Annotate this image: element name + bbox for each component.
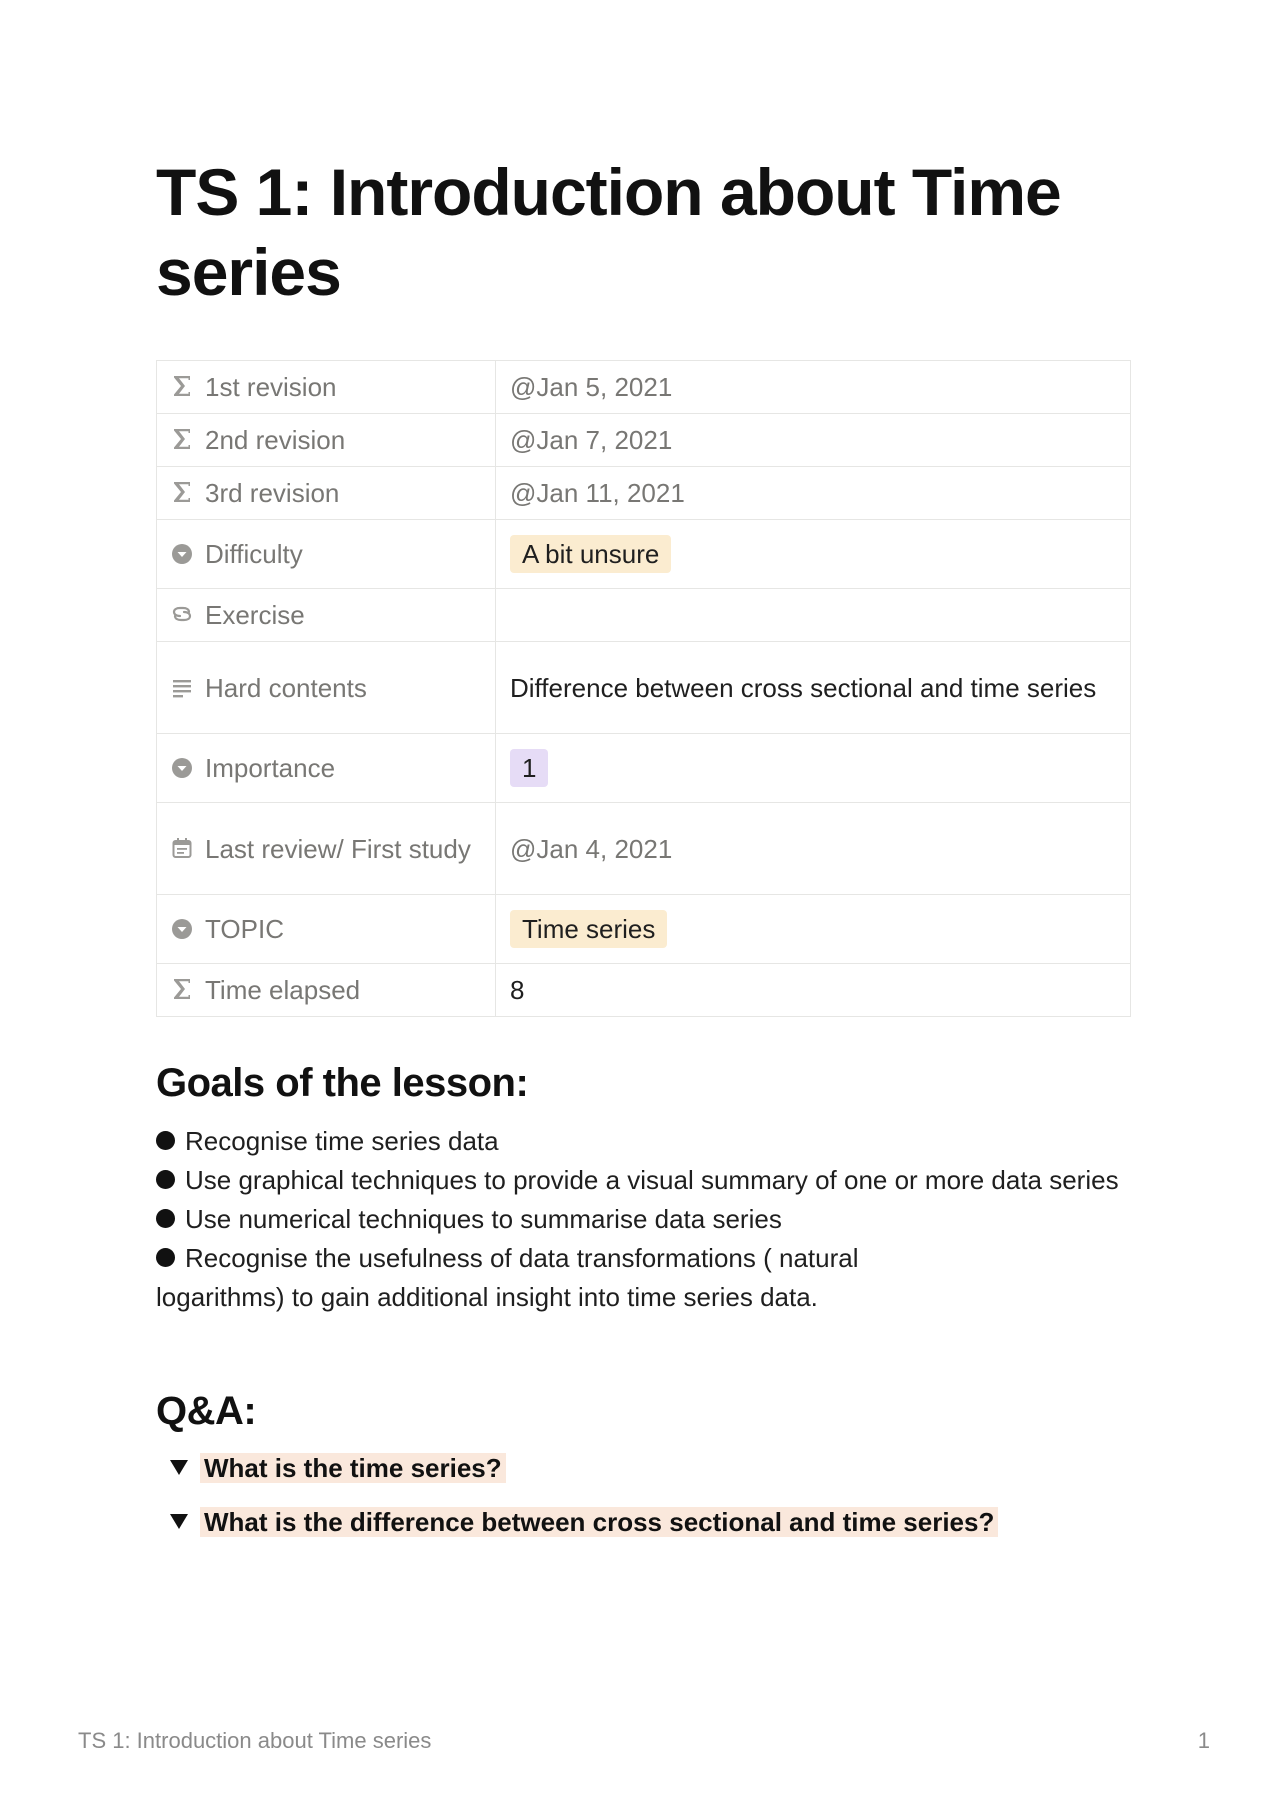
property-label: 3rd revision xyxy=(205,478,340,508)
property-value[interactable] xyxy=(496,803,1131,895)
property-row xyxy=(157,803,1131,895)
list-item-text: Recognise the usefulness of data transformations ( natural logarithms) to gain additional insight into time series data. xyxy=(156,1243,859,1312)
property-value[interactable] xyxy=(496,467,1131,520)
property-name[interactable] xyxy=(157,589,496,642)
importance-tag[interactable]: 1 xyxy=(510,749,548,787)
property-value[interactable] xyxy=(496,642,1131,734)
property-value[interactable] xyxy=(496,895,1131,964)
property-label: Difficulty xyxy=(205,539,303,569)
property-label: TOPIC xyxy=(205,914,284,944)
list-item xyxy=(156,1122,1131,1161)
select-icon xyxy=(171,754,193,780)
property-name[interactable] xyxy=(157,520,496,589)
property-value[interactable] xyxy=(496,361,1131,414)
text-lines-icon xyxy=(171,674,193,700)
topic-tag[interactable]: Time series xyxy=(510,910,667,948)
property-name[interactable] xyxy=(157,964,496,1017)
goals-heading: Goals of the lesson: xyxy=(156,1061,529,1105)
property-value[interactable] xyxy=(496,964,1131,1017)
sigma-icon xyxy=(171,373,193,399)
toggle-triangle-icon[interactable] xyxy=(170,1514,188,1529)
property-value[interactable] xyxy=(496,520,1131,589)
calendar-icon xyxy=(171,835,193,861)
bullet-icon xyxy=(156,1248,175,1267)
property-value[interactable] xyxy=(496,589,1131,642)
sigma-icon xyxy=(171,426,193,452)
property-row xyxy=(157,414,1131,467)
property-label: Exercise xyxy=(205,600,305,630)
property-row xyxy=(157,964,1131,1017)
toggle-question: What is the difference between cross sectional and time series? xyxy=(200,1507,998,1537)
list-item-text: Use numerical techniques to summarise data series xyxy=(185,1204,782,1234)
list-item xyxy=(156,1161,1131,1200)
property-label: 2nd revision xyxy=(205,425,346,455)
property-row xyxy=(157,642,1131,734)
property-row xyxy=(157,467,1131,520)
list-item xyxy=(156,1239,1131,1317)
date-mention[interactable]: @Jan 7, 2021 xyxy=(510,425,673,455)
property-row xyxy=(157,589,1131,642)
property-name[interactable] xyxy=(157,361,496,414)
list-item-text: Use graphical techniques to provide a visual summary of one or more data series xyxy=(185,1165,1119,1195)
footer-page-number: 1 xyxy=(1197,1728,1210,1753)
property-row xyxy=(157,734,1131,803)
bullet-icon xyxy=(156,1170,175,1189)
text-value: Difference between cross sectional and time series xyxy=(510,672,1097,703)
property-name[interactable] xyxy=(157,414,496,467)
list-item xyxy=(156,1200,1131,1239)
property-label: 1st revision xyxy=(205,372,337,402)
property-row xyxy=(157,895,1131,964)
toggle-triangle-icon[interactable] xyxy=(170,1460,188,1475)
qa-toggle[interactable] xyxy=(170,1505,998,1539)
date-mention[interactable]: @Jan 11, 2021 xyxy=(510,478,685,508)
footer-title: TS 1: Introduction about Time series xyxy=(78,1728,432,1753)
property-label: Time elapsed xyxy=(205,975,361,1005)
property-name[interactable] xyxy=(157,467,496,520)
property-value[interactable] xyxy=(496,414,1131,467)
properties-table xyxy=(156,360,1131,1017)
qa-heading: Q&A: xyxy=(156,1389,257,1433)
property-name[interactable] xyxy=(157,642,496,734)
property-name[interactable] xyxy=(157,803,496,895)
qa-toggle[interactable] xyxy=(170,1451,506,1485)
toggle-question: What is the time series? xyxy=(200,1453,506,1483)
select-icon xyxy=(171,540,193,566)
property-name[interactable] xyxy=(157,734,496,803)
date-mention[interactable]: @Jan 5, 2021 xyxy=(510,372,673,402)
bullet-icon xyxy=(156,1209,175,1228)
sigma-icon xyxy=(171,479,193,505)
property-name[interactable] xyxy=(157,895,496,964)
date-mention[interactable]: @Jan 4, 2021 xyxy=(510,833,673,864)
goals-list xyxy=(156,1122,1131,1317)
property-label: Importance xyxy=(205,753,336,783)
page-title: TS 1: Introduction about Time series xyxy=(156,155,1061,309)
bullet-icon xyxy=(156,1131,175,1150)
formula-value: 8 xyxy=(510,975,525,1005)
relation-icon xyxy=(171,601,193,627)
select-icon xyxy=(171,915,193,941)
difficulty-tag[interactable]: A bit unsure xyxy=(510,535,671,573)
property-label: Hard contents xyxy=(205,672,367,703)
list-item-text: Recognise time series data xyxy=(185,1126,499,1156)
sigma-icon xyxy=(171,976,193,1002)
property-label: Last review/ First study xyxy=(205,833,471,864)
property-row xyxy=(157,361,1131,414)
property-row xyxy=(157,520,1131,589)
property-value[interactable] xyxy=(496,734,1131,803)
